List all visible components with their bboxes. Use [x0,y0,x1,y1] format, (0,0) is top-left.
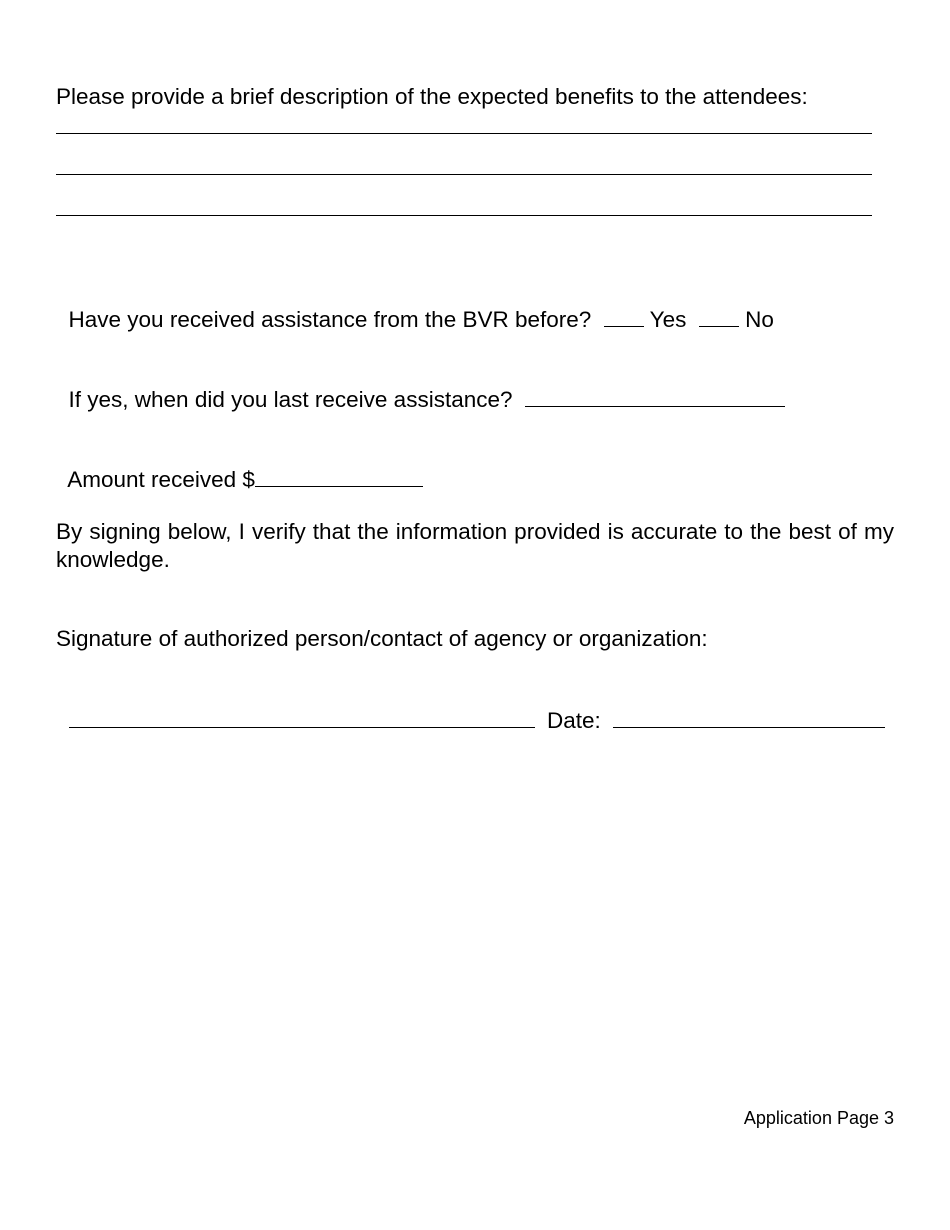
date-field[interactable] [613,707,885,728]
last-assistance-prompt: If yes, when did you last receive assistance? [68,387,513,412]
last-assistance-date-field[interactable] [525,386,785,407]
assistance-question-row [56,278,774,334]
assistance-question: Have you received assistance from the BVR before? [68,307,592,332]
last-assistance-row [56,358,785,414]
signature-prompt: Signature of authorized person/contact of agency or organization: [56,626,708,651]
benefits-line-2[interactable] [56,174,872,175]
date-label: Date: [547,708,601,733]
signature-date-row [56,679,885,735]
yes-option-label: Yes [649,307,687,332]
no-option-label: No [745,307,774,332]
amount-row [56,438,423,494]
amount-field[interactable] [255,466,423,487]
signature-field[interactable] [69,707,535,728]
amount-label: Amount received $ [67,467,255,492]
no-blank[interactable] [699,306,739,327]
page-number: Application Page 3 [743,1108,894,1128]
benefits-line-1[interactable] [56,133,872,134]
verification-statement: By signing below, I verify that the information provided is accurate to the best of my knowledge. [56,519,894,572]
benefits-line-3[interactable] [56,215,872,216]
yes-blank[interactable] [604,306,644,327]
benefits-prompt: Please provide a brief description of the expected benefits to the attendees: [56,84,808,109]
